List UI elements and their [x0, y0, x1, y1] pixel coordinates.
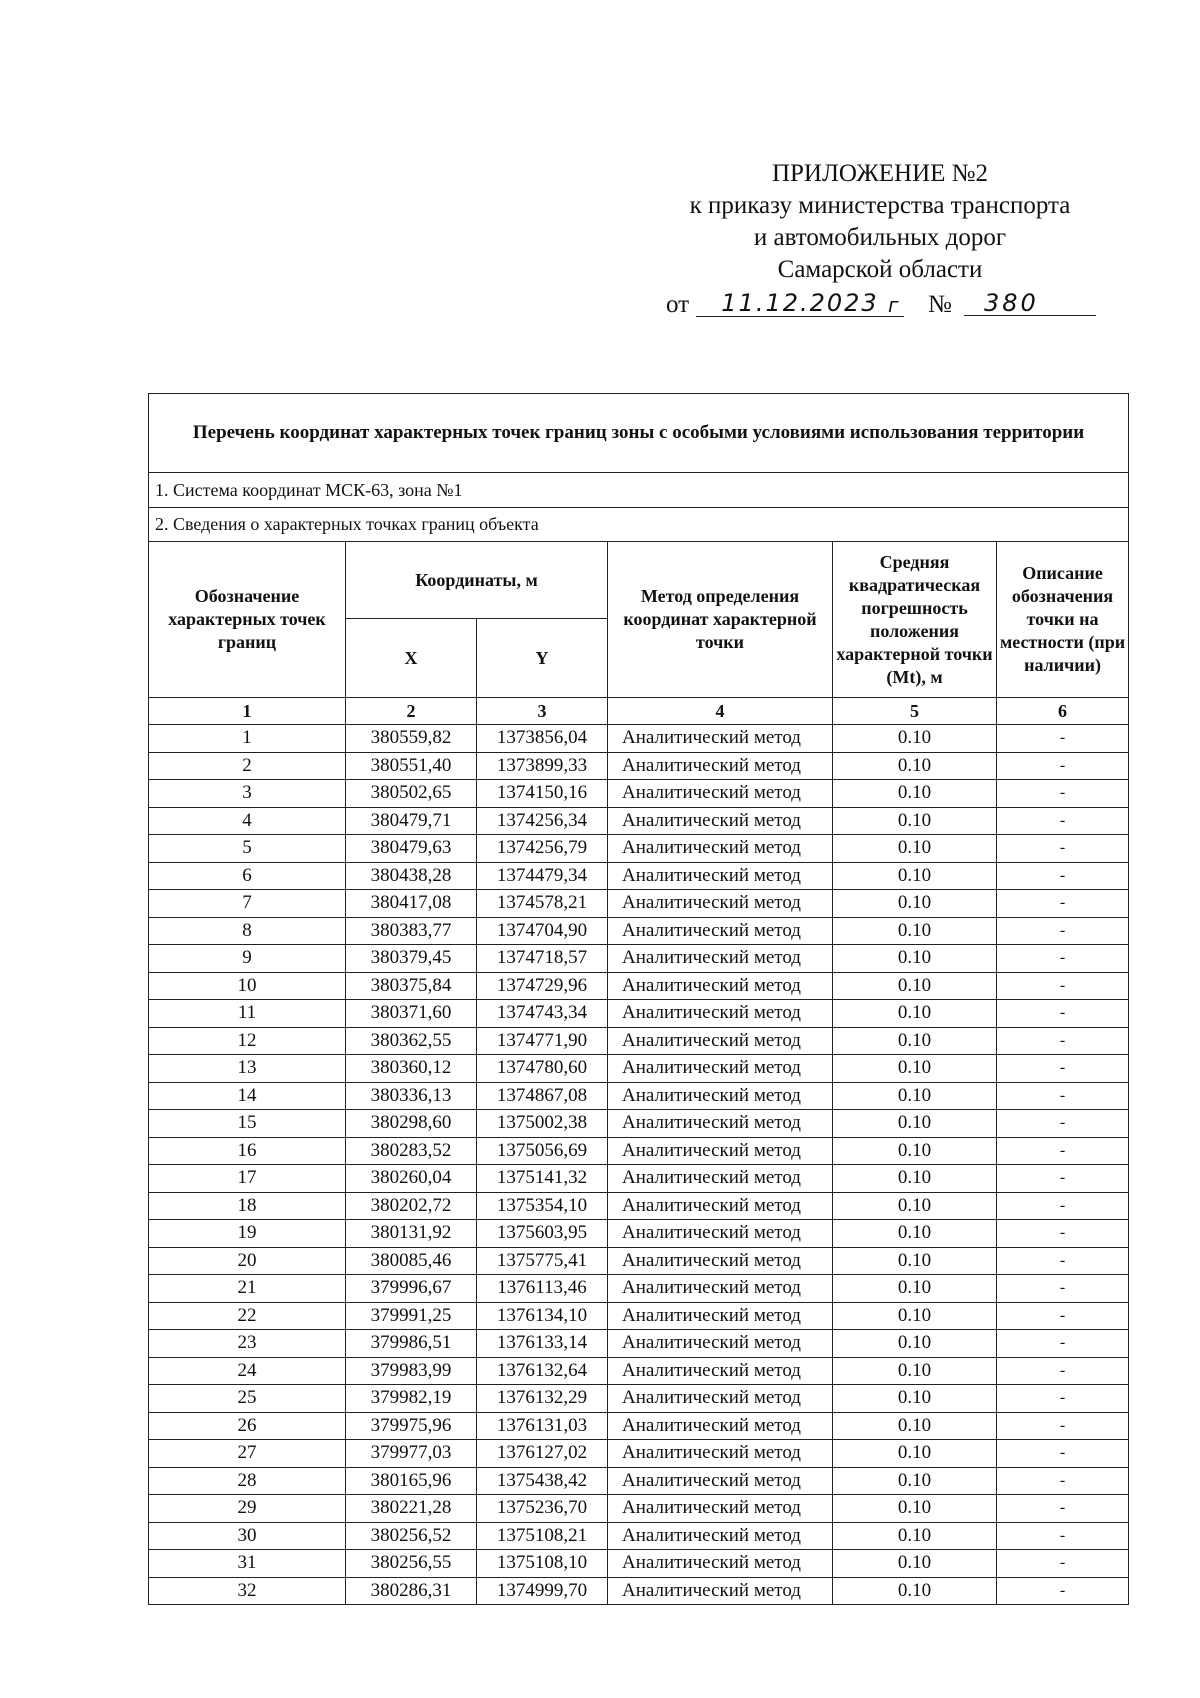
table-row [149, 1247, 1129, 1275]
description-cell: - [997, 1192, 1129, 1220]
y-coordinate-cell: 1375236,70 [477, 1495, 608, 1523]
point-number-cell: 6 [149, 862, 346, 890]
description-cell: - [997, 1577, 1129, 1605]
method-cell: Аналитический метод [608, 1275, 833, 1303]
description-cell: - [997, 862, 1129, 890]
error-cell: 0.10 [833, 1137, 997, 1165]
table-row [149, 1137, 1129, 1165]
y-coordinate-cell: 1376127,02 [477, 1440, 608, 1468]
method-cell: Аналитический метод [608, 1522, 833, 1550]
x-coordinate-cell: 379982,19 [346, 1385, 477, 1413]
point-number-cell: 5 [149, 835, 346, 863]
error-cell: 0.10 [833, 1385, 997, 1413]
description-cell: - [997, 945, 1129, 973]
y-coordinate-cell: 1374780,60 [477, 1055, 608, 1083]
y-coordinate-cell: 1374718,57 [477, 945, 608, 973]
y-coordinate-cell: 1375002,38 [477, 1110, 608, 1138]
error-cell: 0.10 [833, 1192, 997, 1220]
description-cell: - [997, 1302, 1129, 1330]
method-cell: Аналитический метод [608, 807, 833, 835]
method-cell: Аналитический метод [608, 972, 833, 1000]
error-cell: 0.10 [833, 1055, 997, 1083]
x-coordinate-cell: 380417,08 [346, 890, 477, 918]
error-cell: 0.10 [833, 1110, 997, 1138]
y-coordinate-cell: 1376132,64 [477, 1357, 608, 1385]
point-number-cell: 28 [149, 1467, 346, 1495]
x-coordinate-cell: 380479,71 [346, 807, 477, 835]
table-row [149, 1495, 1129, 1523]
method-cell: Аналитический метод [608, 1220, 833, 1248]
point-number-cell: 32 [149, 1577, 346, 1605]
method-cell: Аналитический метод [608, 890, 833, 918]
y-coordinate-cell: 1375108,21 [477, 1522, 608, 1550]
x-coordinate-cell: 380256,55 [346, 1550, 477, 1578]
header-y: Y [477, 619, 608, 698]
point-number-cell: 9 [149, 945, 346, 973]
x-coordinate-cell: 380256,52 [346, 1522, 477, 1550]
description-cell: - [997, 780, 1129, 808]
error-cell: 0.10 [833, 752, 997, 780]
point-number-cell: 22 [149, 1302, 346, 1330]
description-cell: - [997, 1385, 1129, 1413]
error-cell: 0.10 [833, 1275, 997, 1303]
method-cell: Аналитический метод [608, 1165, 833, 1193]
column-number: 3 [477, 698, 608, 725]
method-cell: Аналитический метод [608, 1385, 833, 1413]
x-coordinate-cell: 380286,31 [346, 1577, 477, 1605]
header-method: Метод определения координат характерной точки [608, 542, 833, 698]
object-info: 2. Сведения о характерных точках границ объекта [149, 508, 1129, 542]
error-cell: 0.10 [833, 972, 997, 1000]
y-coordinate-cell: 1374999,70 [477, 1577, 608, 1605]
coordinates-table [148, 393, 1129, 1605]
y-coordinate-cell: 1374150,16 [477, 780, 608, 808]
y-coordinate-cell: 1374729,96 [477, 972, 608, 1000]
x-coordinate-cell: 380360,12 [346, 1055, 477, 1083]
order-number: 380 [964, 286, 1096, 316]
error-cell: 0.10 [833, 725, 997, 753]
y-coordinate-cell: 1374256,34 [477, 807, 608, 835]
description-cell: - [997, 917, 1129, 945]
description-cell: - [997, 1467, 1129, 1495]
column-number: 5 [833, 698, 997, 725]
description-cell: - [997, 890, 1129, 918]
table-row [149, 835, 1129, 863]
method-cell: Аналитический метод [608, 862, 833, 890]
method-cell: Аналитический метод [608, 1495, 833, 1523]
y-coordinate-cell: 1375438,42 [477, 1467, 608, 1495]
method-cell: Аналитический метод [608, 1577, 833, 1605]
description-cell: - [997, 752, 1129, 780]
table-row [149, 1357, 1129, 1385]
column-number: 6 [997, 698, 1129, 725]
description-cell: - [997, 1495, 1129, 1523]
x-coordinate-cell: 379986,51 [346, 1330, 477, 1358]
description-cell: - [997, 1055, 1129, 1083]
point-number-cell: 14 [149, 1082, 346, 1110]
method-cell: Аналитический метод [608, 1357, 833, 1385]
error-cell: 0.10 [833, 1357, 997, 1385]
error-cell: 0.10 [833, 1000, 997, 1028]
y-coordinate-cell: 1373899,33 [477, 752, 608, 780]
point-number-cell: 26 [149, 1412, 346, 1440]
method-cell: Аналитический метод [608, 1550, 833, 1578]
header-x: X [346, 619, 477, 698]
point-number-cell: 17 [149, 1165, 346, 1193]
table-row [149, 1302, 1129, 1330]
table-row [149, 725, 1129, 753]
table-row [149, 862, 1129, 890]
y-coordinate-cell: 1374479,34 [477, 862, 608, 890]
column-number: 2 [346, 698, 477, 725]
description-cell: - [997, 835, 1129, 863]
x-coordinate-cell: 380371,60 [346, 1000, 477, 1028]
x-coordinate-cell: 380085,46 [346, 1247, 477, 1275]
table-row [149, 1522, 1129, 1550]
description-cell: - [997, 1522, 1129, 1550]
description-cell: - [997, 1165, 1129, 1193]
order-reference-line: к приказу министерства транспорта [689, 192, 1071, 219]
point-number-cell: 2 [149, 752, 346, 780]
order-date-line [666, 288, 1096, 322]
table-row [149, 1220, 1129, 1248]
table-row [149, 1550, 1129, 1578]
point-number-cell: 21 [149, 1275, 346, 1303]
point-number-cell: 4 [149, 807, 346, 835]
method-cell: Аналитический метод [608, 725, 833, 753]
table-title: Перечень координат характерных точек границ зоны с особыми условиями использования территории [149, 394, 1129, 473]
x-coordinate-cell: 379977,03 [346, 1440, 477, 1468]
number-label: № [928, 291, 952, 318]
y-coordinate-cell: 1374867,08 [477, 1082, 608, 1110]
x-coordinate-cell: 379975,96 [346, 1412, 477, 1440]
x-coordinate-cell: 379996,67 [346, 1275, 477, 1303]
point-number-cell: 12 [149, 1027, 346, 1055]
x-coordinate-cell: 380283,52 [346, 1137, 477, 1165]
column-number: 1 [149, 698, 346, 725]
point-number-cell: 19 [149, 1220, 346, 1248]
x-coordinate-cell: 380502,65 [346, 780, 477, 808]
x-coordinate-cell: 380221,28 [346, 1495, 477, 1523]
date-suffix: г [888, 293, 899, 317]
method-cell: Аналитический метод [608, 1247, 833, 1275]
table-row [149, 1440, 1129, 1468]
ministry-line: и автомобильных дорог [753, 224, 1007, 251]
y-coordinate-cell: 1376133,14 [477, 1330, 608, 1358]
x-coordinate-cell: 380362,55 [346, 1027, 477, 1055]
error-cell: 0.10 [833, 1440, 997, 1468]
error-cell: 0.10 [833, 1027, 997, 1055]
y-coordinate-cell: 1375603,95 [477, 1220, 608, 1248]
error-cell: 0.10 [833, 1495, 997, 1523]
description-cell: - [997, 1000, 1129, 1028]
description-cell: - [997, 1082, 1129, 1110]
error-cell: 0.10 [833, 1082, 997, 1110]
table-row [149, 807, 1129, 835]
error-cell: 0.10 [833, 945, 997, 973]
method-cell: Аналитический метод [608, 917, 833, 945]
point-number-cell: 30 [149, 1522, 346, 1550]
method-cell: Аналитический метод [608, 1082, 833, 1110]
error-cell: 0.10 [833, 1550, 997, 1578]
description-cell: - [997, 1440, 1129, 1468]
error-cell: 0.10 [833, 835, 997, 863]
table-row [149, 1577, 1129, 1605]
method-cell: Аналитический метод [608, 945, 833, 973]
error-cell: 0.10 [833, 807, 997, 835]
y-coordinate-cell: 1374256,79 [477, 835, 608, 863]
table-row [149, 1192, 1129, 1220]
y-coordinate-cell: 1376131,03 [477, 1412, 608, 1440]
description-cell: - [997, 1357, 1129, 1385]
x-coordinate-cell: 379991,25 [346, 1302, 477, 1330]
y-coordinate-cell: 1376134,10 [477, 1302, 608, 1330]
x-coordinate-cell: 380479,63 [346, 835, 477, 863]
header-coordinates: Координаты, м [346, 542, 608, 619]
table-row [149, 1165, 1129, 1193]
order-date: 11.12.2023 [696, 286, 904, 317]
error-cell: 0.10 [833, 1577, 997, 1605]
y-coordinate-cell: 1375354,10 [477, 1192, 608, 1220]
point-number-cell: 3 [149, 780, 346, 808]
description-cell: - [997, 1412, 1129, 1440]
description-cell: - [997, 1220, 1129, 1248]
point-number-cell: 1 [149, 725, 346, 753]
method-cell: Аналитический метод [608, 1412, 833, 1440]
y-coordinate-cell: 1374771,90 [477, 1027, 608, 1055]
y-coordinate-cell: 1375108,10 [477, 1550, 608, 1578]
error-cell: 0.10 [833, 1467, 997, 1495]
method-cell: Аналитический метод [608, 1440, 833, 1468]
table-row [149, 890, 1129, 918]
method-cell: Аналитический метод [608, 1192, 833, 1220]
description-cell: - [997, 1110, 1129, 1138]
x-coordinate-cell: 380559,82 [346, 725, 477, 753]
point-number-cell: 10 [149, 972, 346, 1000]
appendix-title: ПРИЛОЖЕНИЕ №2 [771, 160, 989, 187]
table-row [149, 1330, 1129, 1358]
table-row [149, 1055, 1129, 1083]
method-cell: Аналитический метод [608, 1302, 833, 1330]
point-number-cell: 25 [149, 1385, 346, 1413]
point-number-cell: 15 [149, 1110, 346, 1138]
error-cell: 0.10 [833, 1302, 997, 1330]
error-cell: 0.10 [833, 780, 997, 808]
description-cell: - [997, 1330, 1129, 1358]
appendix-header [640, 158, 1120, 286]
y-coordinate-cell: 1373856,04 [477, 725, 608, 753]
x-coordinate-cell: 380438,28 [346, 862, 477, 890]
error-cell: 0.10 [833, 1220, 997, 1248]
header-error: Средняя квадратическая погрешность положения характерной точки (Mt), м [833, 542, 997, 698]
header-description: Описание обозначения точки на местности (при наличии) [997, 542, 1129, 698]
point-number-cell: 13 [149, 1055, 346, 1083]
method-cell: Аналитический метод [608, 1000, 833, 1028]
table-row [149, 1412, 1129, 1440]
table-row [149, 1000, 1129, 1028]
y-coordinate-cell: 1376132,29 [477, 1385, 608, 1413]
point-number-cell: 31 [149, 1550, 346, 1578]
point-number-cell: 8 [149, 917, 346, 945]
point-number-cell: 24 [149, 1357, 346, 1385]
method-cell: Аналитический метод [608, 1467, 833, 1495]
column-number: 4 [608, 698, 833, 725]
point-number-cell: 27 [149, 1440, 346, 1468]
method-cell: Аналитический метод [608, 1055, 833, 1083]
header-designation: Обозначение характерных точек границ [149, 542, 346, 698]
y-coordinate-cell: 1374704,90 [477, 917, 608, 945]
description-cell: - [997, 807, 1129, 835]
x-coordinate-cell: 380165,96 [346, 1467, 477, 1495]
method-cell: Аналитический метод [608, 1137, 833, 1165]
date-prefix: от [666, 291, 690, 318]
table-row [149, 917, 1129, 945]
method-cell: Аналитический метод [608, 1110, 833, 1138]
table-row [149, 945, 1129, 973]
method-cell: Аналитический метод [608, 1027, 833, 1055]
x-coordinate-cell: 379983,99 [346, 1357, 477, 1385]
y-coordinate-cell: 1375141,32 [477, 1165, 608, 1193]
x-coordinate-cell: 380336,13 [346, 1082, 477, 1110]
x-coordinate-cell: 380202,72 [346, 1192, 477, 1220]
error-cell: 0.10 [833, 1247, 997, 1275]
column-numbers-row [149, 698, 1129, 725]
coordinate-system: 1. Система координат МСК-63, зона №1 [149, 473, 1129, 508]
table-row [149, 1082, 1129, 1110]
table-row [149, 1467, 1129, 1495]
method-cell: Аналитический метод [608, 780, 833, 808]
error-cell: 0.10 [833, 1412, 997, 1440]
table-row [149, 1027, 1129, 1055]
point-number-cell: 7 [149, 890, 346, 918]
x-coordinate-cell: 380131,92 [346, 1220, 477, 1248]
x-coordinate-cell: 380375,84 [346, 972, 477, 1000]
point-number-cell: 18 [149, 1192, 346, 1220]
description-cell: - [997, 972, 1129, 1000]
point-number-cell: 23 [149, 1330, 346, 1358]
x-coordinate-cell: 380260,04 [346, 1165, 477, 1193]
description-cell: - [997, 1137, 1129, 1165]
description-cell: - [997, 1550, 1129, 1578]
point-number-cell: 29 [149, 1495, 346, 1523]
y-coordinate-cell: 1375056,69 [477, 1137, 608, 1165]
method-cell: Аналитический метод [608, 835, 833, 863]
region-line: Самарской области [777, 256, 983, 283]
description-cell: - [997, 1247, 1129, 1275]
table-row [149, 752, 1129, 780]
point-number-cell: 16 [149, 1137, 346, 1165]
x-coordinate-cell: 380379,45 [346, 945, 477, 973]
x-coordinate-cell: 380383,77 [346, 917, 477, 945]
error-cell: 0.10 [833, 862, 997, 890]
y-coordinate-cell: 1374743,34 [477, 1000, 608, 1028]
y-coordinate-cell: 1376113,46 [477, 1275, 608, 1303]
method-cell: Аналитический метод [608, 752, 833, 780]
error-cell: 0.10 [833, 1165, 997, 1193]
description-cell: - [997, 1275, 1129, 1303]
table-row [149, 1385, 1129, 1413]
table-row [149, 780, 1129, 808]
description-cell: - [997, 1027, 1129, 1055]
x-coordinate-cell: 380551,40 [346, 752, 477, 780]
table-row [149, 972, 1129, 1000]
x-coordinate-cell: 380298,60 [346, 1110, 477, 1138]
table-row [149, 1110, 1129, 1138]
description-cell: - [997, 725, 1129, 753]
table-row [149, 1275, 1129, 1303]
point-number-cell: 20 [149, 1247, 346, 1275]
y-coordinate-cell: 1374578,21 [477, 890, 608, 918]
error-cell: 0.10 [833, 1330, 997, 1358]
point-number-cell: 11 [149, 1000, 346, 1028]
error-cell: 0.10 [833, 917, 997, 945]
method-cell: Аналитический метод [608, 1330, 833, 1358]
error-cell: 0.10 [833, 890, 997, 918]
y-coordinate-cell: 1375775,41 [477, 1247, 608, 1275]
error-cell: 0.10 [833, 1522, 997, 1550]
